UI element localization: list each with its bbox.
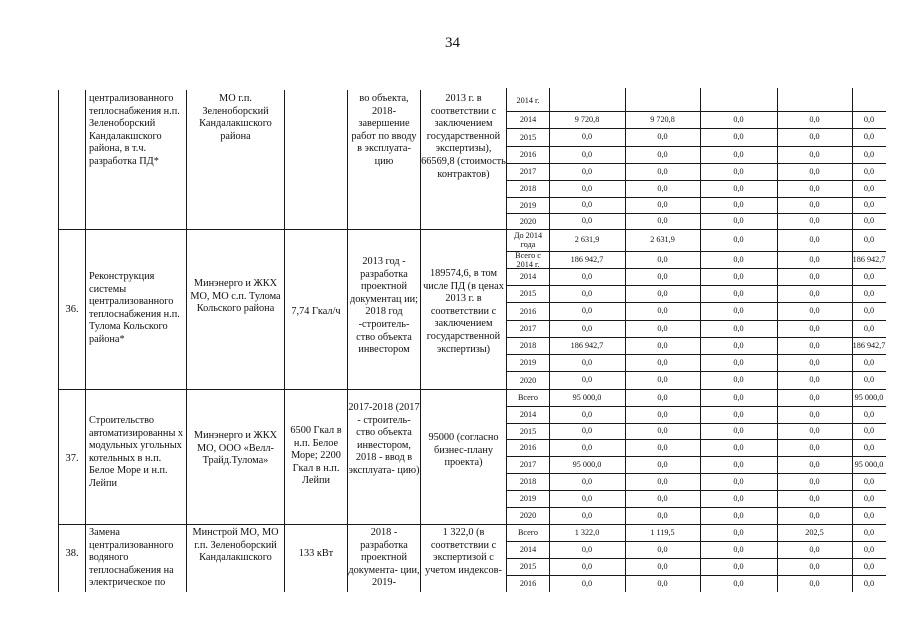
value-cell: 0,0 <box>657 216 668 225</box>
grid-line <box>506 473 886 474</box>
value-cell: 0,0 <box>657 200 668 209</box>
page-number: 34 <box>445 35 460 51</box>
executor: Минэнерго и ЖКХ МО, ООО «Велл- Трайд.Тулома» <box>193 430 278 467</box>
value-cell: 0,0 <box>581 149 593 159</box>
value-cell: 186 942,7 <box>570 254 604 264</box>
value-cell: 0,0 <box>809 166 820 176</box>
value-cell: 0,0 <box>733 254 744 264</box>
value-cell: 0,0 <box>657 288 668 298</box>
value-cell: 0,0 <box>581 510 593 520</box>
deadline: во объекта, 2018- завершение работ по вводу в эксплуата- цию <box>351 93 417 167</box>
grid-line <box>506 575 886 576</box>
value-cell: 0,0 <box>863 288 875 298</box>
year-label: 2014 <box>519 272 537 281</box>
value-cell: 0,0 <box>657 149 668 159</box>
capacity: 133 кВт <box>298 548 334 559</box>
grid-line <box>284 90 285 592</box>
value-cell: 0,0 <box>733 166 744 176</box>
year-label: 2019 <box>519 200 537 210</box>
value-cell: 0,0 <box>733 578 744 588</box>
grid-line <box>506 337 886 338</box>
value-cell: 0,0 <box>809 183 820 193</box>
value-cell: 0,0 <box>733 149 744 159</box>
value-cell: 0,0 <box>581 375 593 384</box>
value-cell: 0,0 <box>657 578 668 588</box>
year-label: 2015 <box>519 289 537 298</box>
value-cell: 0,0 <box>863 426 875 435</box>
value-cell: 0,0 <box>863 544 875 554</box>
value-cell: 0,0 <box>657 544 668 554</box>
value-cell: 0,0 <box>809 200 820 209</box>
value-cell: 0,0 <box>581 288 593 298</box>
total-cost: 2013 г. в соответствии с заключением государственной экспертизы), 66569,8 (стоимость контрактов) <box>421 93 506 180</box>
deadline: 2017-2018 (2017 - строитель- ство объекта инвестором, 2018 - ввод в эксплуата- цию) <box>348 402 420 476</box>
measure-name: Замена централизованного водяного теплоснабжения на электрическое по <box>89 527 174 589</box>
total-cost: 1 322,0 (в соответствии с экспертизой с учетом индексов- <box>425 527 502 576</box>
value-cell: 0,0 <box>863 271 875 281</box>
value-cell: 0,0 <box>809 426 820 435</box>
value-cell: 0,0 <box>657 510 668 520</box>
grid-line <box>506 180 886 181</box>
value-cell: 0,0 <box>657 323 668 333</box>
value-cell: 0,0 <box>809 493 820 503</box>
measure-name: Реконструкция системы централизованного теплоснабжения н.п. Тулома Кольского района* <box>89 271 180 345</box>
year-label: 2014 <box>519 545 537 554</box>
year-label: Всего <box>517 528 539 537</box>
grid-line <box>506 251 886 252</box>
total-cost: 95000 (согласно бизнес-плану проекта) <box>428 432 499 469</box>
value-cell: 0,0 <box>733 114 744 124</box>
value-cell: 0,0 <box>581 544 593 554</box>
value-cell: 0,0 <box>733 527 744 537</box>
value-cell: 0,0 <box>581 306 593 315</box>
year-label: 2017 <box>519 460 537 469</box>
year-label: 2014 <box>519 410 537 419</box>
value-cell: 0,0 <box>863 216 875 225</box>
value-cell: 0,0 <box>863 235 875 244</box>
value-cell: 0,0 <box>863 375 875 384</box>
value-cell: 0,0 <box>657 392 668 402</box>
value-cell: 9 720,8 <box>650 114 675 124</box>
grid-line <box>506 406 886 407</box>
grid-line <box>506 541 886 542</box>
value-cell: 0,0 <box>733 561 744 571</box>
value-cell: 0,0 <box>863 561 875 571</box>
grid-line <box>506 320 886 321</box>
value-cell: 2 631,9 <box>650 235 675 244</box>
year-label: 2016 <box>519 150 537 159</box>
grid-line <box>506 456 886 457</box>
executor: Минэнерго и ЖКХ МО, МО с.п. Тулома Кольского района <box>190 278 281 315</box>
value-cell: 0,0 <box>581 166 593 176</box>
value-cell: 0,0 <box>657 132 668 141</box>
year-label: 2014 г. <box>516 96 540 105</box>
value-cell: 0,0 <box>809 510 820 520</box>
year-label: 2018 <box>519 341 537 350</box>
year-label: До 2014 года <box>513 231 543 249</box>
value-cell: 0,0 <box>733 409 744 419</box>
value-cell: 0,0 <box>863 132 875 141</box>
value-cell: 0,0 <box>657 409 668 419</box>
year-label: 2015 <box>519 562 537 571</box>
value-cell: 0,0 <box>733 200 744 209</box>
value-cell: 0,0 <box>657 459 668 469</box>
year-label: 2015 <box>519 426 537 436</box>
value-cell: 95 000,0 <box>854 459 884 469</box>
value-cell: 0,0 <box>863 200 875 209</box>
value-cell: 0,0 <box>733 392 744 402</box>
year-label: 2018 <box>519 477 537 486</box>
value-cell: 0,0 <box>657 442 668 452</box>
value-cell: 0,0 <box>581 578 593 588</box>
year-label: 2017 <box>519 167 537 176</box>
value-cell: 0,0 <box>863 409 875 419</box>
value-cell: 0,0 <box>809 271 820 281</box>
value-cell: 0,0 <box>581 493 593 503</box>
value-cell: 0,0 <box>809 561 820 571</box>
year-label: 2015 <box>519 132 537 142</box>
value-cell: 0,0 <box>809 459 820 469</box>
grid-line <box>506 213 886 214</box>
value-cell: 0,0 <box>809 375 820 384</box>
value-cell: 0,0 <box>581 476 593 486</box>
value-cell: 0,0 <box>733 375 744 384</box>
value-cell: 0,0 <box>809 288 820 298</box>
value-cell: 0,0 <box>809 409 820 419</box>
grid-line <box>58 90 59 592</box>
total-cost: 189574,6, в том числе ПД (в ценах 2013 г. в соответствии с заключением государственной экспертизы) <box>423 268 504 355</box>
value-cell: 0,0 <box>809 306 820 315</box>
value-cell: 0,0 <box>581 200 593 209</box>
value-cell: 95 000,0 <box>572 459 602 469</box>
value-cell: 186 942,7 <box>852 340 886 350</box>
value-cell: 0,0 <box>863 442 875 452</box>
value-cell: 0,0 <box>809 216 820 225</box>
value-cell: 0,0 <box>733 493 744 503</box>
value-cell: 0,0 <box>657 271 668 281</box>
value-cell: 0,0 <box>733 544 744 554</box>
value-cell: 0,0 <box>733 510 744 520</box>
value-cell: 0,0 <box>809 149 820 159</box>
year-label: 2017 <box>519 324 537 333</box>
value-cell: 9 720,8 <box>574 114 600 124</box>
value-cell: 0,0 <box>657 166 668 176</box>
value-cell: 95 000,0 <box>854 392 884 402</box>
value-cell: 0,0 <box>733 323 744 333</box>
value-cell: 0,0 <box>581 426 593 435</box>
grid-line <box>506 302 886 303</box>
executor: Минстрой МО, МО г.п. Зеленоборский Кандалакшского <box>192 527 279 564</box>
value-cell: 0,0 <box>863 166 875 176</box>
value-cell: 0,0 <box>657 426 668 435</box>
value-cell: 0,0 <box>733 306 744 315</box>
value-cell: 0,0 <box>809 357 820 367</box>
year-label: Всего <box>517 393 539 402</box>
value-cell: 0,0 <box>733 357 744 367</box>
value-cell: 0,0 <box>581 216 593 225</box>
value-cell: 0,0 <box>809 392 820 402</box>
value-cell: 0,0 <box>733 288 744 298</box>
value-cell: 0,0 <box>809 578 820 588</box>
measure-name: Строительство автоматизированны х модульных угольных котельных в н.п. Белое Море и н.п. Лейпи <box>89 415 184 489</box>
grid-line <box>506 371 886 372</box>
deadline: 2018 - разработка проектной документа- ции, 2019- <box>348 527 420 589</box>
value-cell: 0,0 <box>581 561 593 571</box>
value-cell: 0,0 <box>657 254 668 264</box>
value-cell: 0,0 <box>581 357 593 367</box>
year-label: 2016 <box>519 306 537 316</box>
value-cell: 0,0 <box>863 527 875 537</box>
value-cell: 0,0 <box>809 114 820 124</box>
year-label: 2020 <box>519 511 537 520</box>
year-label: Всего с 2014 г. <box>515 250 541 269</box>
value-cell: 0,0 <box>809 132 820 141</box>
value-cell: 0,0 <box>733 216 744 225</box>
value-cell: 0,0 <box>863 149 875 159</box>
year-label: 2014 <box>519 115 537 124</box>
value-cell: 0,0 <box>733 235 744 244</box>
year-label: 2019 <box>519 358 537 367</box>
measure-name: централизованного теплоснабжения н.п. Зеленоборский Кандалакшского района, в т.ч. разработка ПД* <box>89 93 180 167</box>
capacity: 6500 Гкал в н.п. Белое Море; 2200 Гкал в н.п. Лейпи <box>290 425 342 487</box>
value-cell: 0,0 <box>733 442 744 452</box>
grid-line <box>58 229 886 230</box>
value-cell: 1 322,0 <box>574 527 600 537</box>
value-cell: 0,0 <box>863 493 875 503</box>
value-cell: 0,0 <box>809 340 820 350</box>
grid-line <box>506 146 886 147</box>
value-cell: 0,0 <box>863 476 875 486</box>
value-cell: 0,0 <box>657 493 668 503</box>
grid-line <box>506 558 886 559</box>
year-label: 2016 <box>519 579 537 588</box>
value-cell: 0,0 <box>657 561 668 571</box>
value-cell: 0,0 <box>581 409 593 419</box>
value-cell: 0,0 <box>733 132 744 141</box>
value-cell: 0,0 <box>733 183 744 193</box>
grid-line <box>506 439 886 440</box>
grid-line <box>506 507 886 508</box>
grid-line <box>186 90 187 592</box>
value-cell: 0,0 <box>863 114 875 124</box>
year-label: 2020 <box>519 216 537 226</box>
year-label: 2019 <box>519 494 537 503</box>
value-cell: 0,0 <box>733 476 744 486</box>
grid-line <box>506 163 886 164</box>
value-cell: 202,5 <box>805 527 824 537</box>
value-cell: 0,0 <box>863 323 875 333</box>
value-cell: 0,0 <box>581 323 593 333</box>
value-cell: 186 942,7 <box>852 254 886 264</box>
year-label: 2018 <box>519 184 537 193</box>
value-cell: 0,0 <box>809 442 820 452</box>
value-cell: 0,0 <box>657 375 668 384</box>
deadline: 2013 год - разработка проектной документац ии; 2018 год -строитель- ство объекта инвестором <box>349 256 419 356</box>
capacity: 7,74 Гкал/ч <box>291 306 341 317</box>
value-cell: 0,0 <box>809 544 820 554</box>
grid-line <box>85 90 86 592</box>
value-cell: 0,0 <box>863 183 875 193</box>
value-cell: 0,0 <box>863 578 875 588</box>
value-cell: 0,0 <box>863 357 875 367</box>
value-cell: 0,0 <box>863 306 875 315</box>
grid-line <box>506 285 886 286</box>
value-cell: 0,0 <box>733 340 744 350</box>
value-cell: 0,0 <box>581 271 593 281</box>
grid-line <box>506 111 886 112</box>
year-label: 2020 <box>519 375 537 385</box>
year-label: 2016 <box>519 443 537 452</box>
value-cell: 0,0 <box>657 306 668 315</box>
value-cell: 0,0 <box>581 132 593 141</box>
row-number: 36. <box>65 304 79 315</box>
row-number: 37. <box>65 453 79 464</box>
value-cell: 2 631,9 <box>574 235 600 244</box>
value-cell: 95 000,0 <box>572 392 602 402</box>
value-cell: 0,0 <box>581 183 593 193</box>
value-cell: 0,0 <box>809 254 820 264</box>
value-cell: 0,0 <box>657 183 668 193</box>
value-cell: 186 942,7 <box>570 340 604 350</box>
executor: МО г.п. Зеленоборский Кандалакшского района <box>199 93 272 142</box>
row-number: 38. <box>65 548 79 559</box>
grid-line <box>58 389 886 390</box>
grid-line <box>506 423 886 424</box>
value-cell: 0,0 <box>657 476 668 486</box>
value-cell: 0,0 <box>809 476 820 486</box>
value-cell: 0,0 <box>581 442 593 452</box>
grid-line <box>506 128 886 129</box>
value-cell: 0,0 <box>733 459 744 469</box>
value-cell: 0,0 <box>733 271 744 281</box>
value-cell: 0,0 <box>657 340 668 350</box>
value-cell: 0,0 <box>733 426 744 435</box>
value-cell: 0,0 <box>809 235 820 244</box>
value-cell: 0,0 <box>657 357 668 367</box>
grid-line <box>506 268 886 269</box>
grid-line <box>506 490 886 491</box>
value-cell: 1 119,5 <box>650 527 675 537</box>
value-cell: 0,0 <box>863 510 875 520</box>
value-cell: 0,0 <box>809 323 820 333</box>
grid-line <box>506 197 886 198</box>
grid-line <box>58 524 886 525</box>
grid-line <box>506 354 886 355</box>
